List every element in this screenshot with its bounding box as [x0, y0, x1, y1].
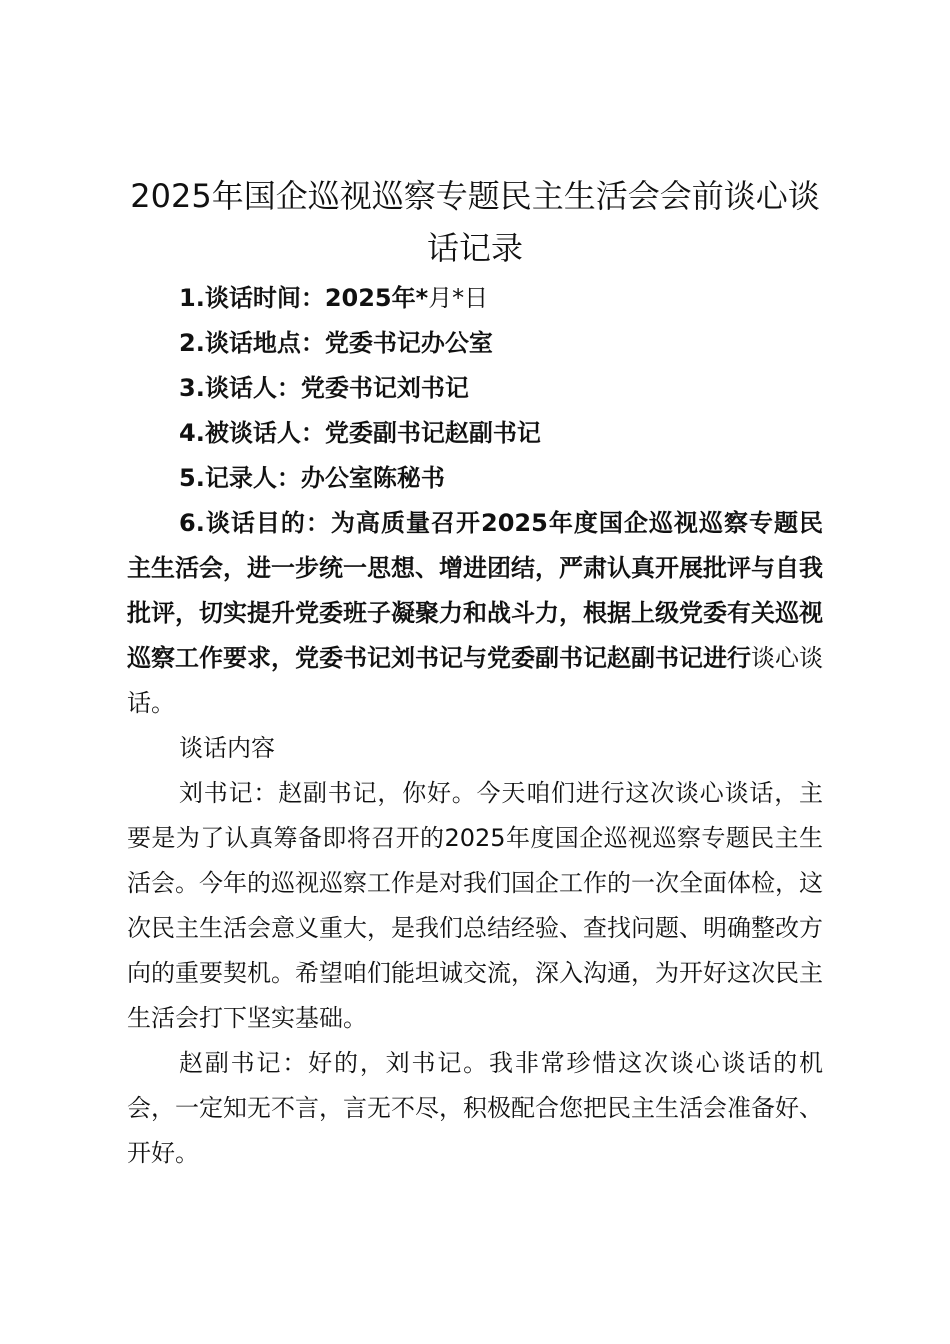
talk-time	[127, 276, 823, 321]
paragraph-liu-opening: 刘书记：赵副书记，你好。今天咱们进行这次谈心谈话，主要是为了认真筹备即将召开的2025年度国企巡视巡察专题民主生活会。今年的巡视巡察工作是对我们国企工作的一次全面体检，这次民主生活会意义重大，是我们总结经验、查找问题、明确整改方向的重要契机。希望咱们能坦诚交流，深入沟通，为开好这次民主生活会打下坚实基础。	[127, 779, 823, 1032]
talk-time-rest: 月*日	[428, 284, 489, 312]
document-page	[127, 170, 823, 1176]
talk-time-label: 1.谈话时间：	[179, 284, 325, 312]
talk-place: 2.谈话地点：党委书记办公室	[179, 329, 493, 357]
paragraph-zhao-reply: 赵副书记：好的，刘书记。我非常珍惜这次谈心谈话的机会，一定知无不言，言无不尽，积极配合您把民主生活会准备好、开好。	[127, 1049, 823, 1167]
talk-purpose-normal: 谈心谈话。	[127, 644, 823, 717]
document-title: 2025年国企巡视巡察专题民主生活会会前谈心谈话记录	[130, 177, 820, 267]
talk-purpose	[127, 501, 823, 726]
content-heading: 谈话内容	[179, 734, 275, 762]
talk-time-year: 2025年*	[324, 284, 429, 312]
talk-purpose-bold: 6.谈话目的：为高质量召开2025年度国企巡视巡察专题民主生活会，进一步统一思想、增进团结，严肃认真开展批评与自我批评，切实提升党委班子凝聚力和战斗力，根据上级党委有关巡视巡察工作要求，党委书记刘书记与党委副书记赵副书记进行	[127, 509, 823, 672]
talkee: 4.被谈话人：党委副书记赵副书记	[179, 419, 541, 447]
talker: 3.谈话人：党委书记刘书记	[179, 374, 469, 402]
recorder: 5.记录人：办公室陈秘书	[179, 464, 445, 492]
